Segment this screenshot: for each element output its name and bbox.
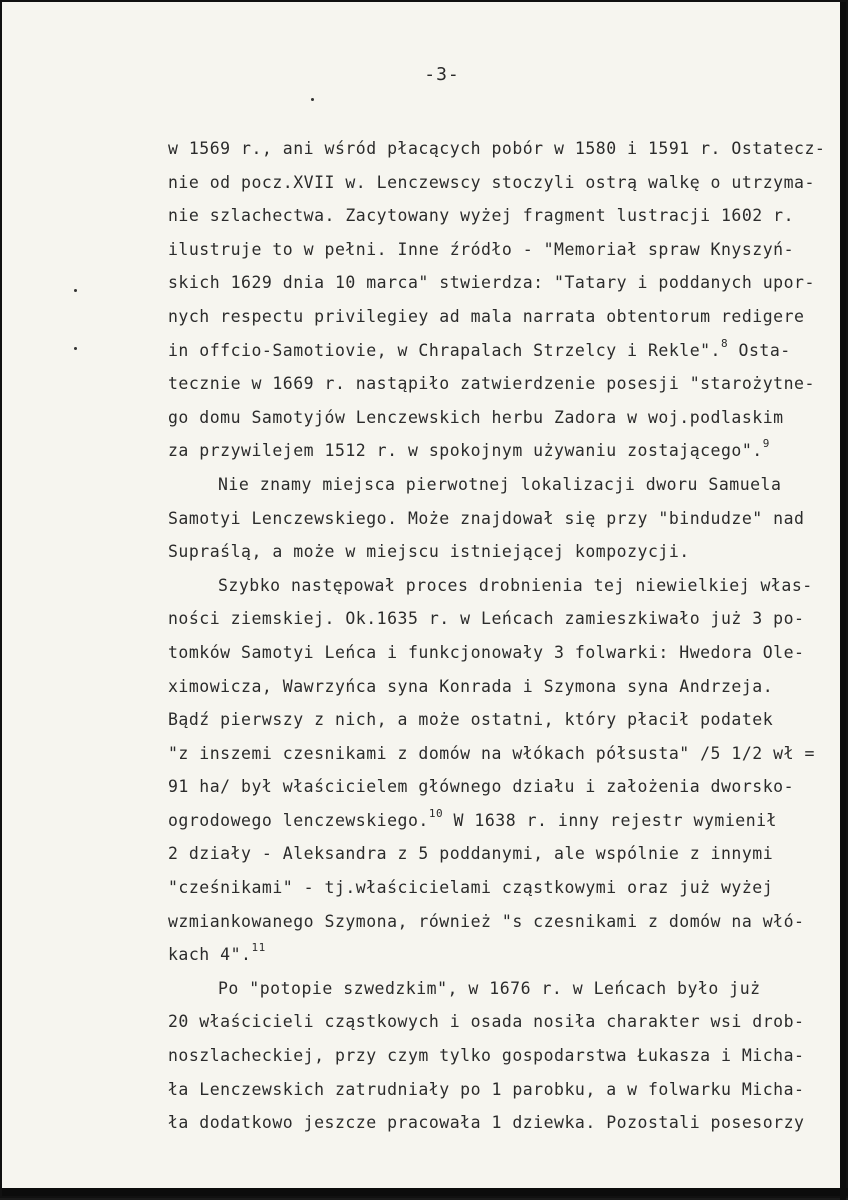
text-line	[168, 602, 818, 636]
text-line	[168, 535, 818, 569]
text-line	[168, 166, 818, 200]
text-line	[168, 670, 818, 704]
text-line	[168, 132, 826, 166]
line-text: in offcio-Samotiovie, w Chrapalach Strzelcy i Rekle".	[168, 340, 721, 360]
text-line	[168, 871, 818, 905]
text-line	[168, 300, 818, 334]
line-text: tomków Samotyi Leńca i funkcjonowały 3 folwarki: Hwedora Ole-	[168, 642, 805, 662]
footnote-ref: 9	[762, 437, 770, 451]
line-text-continued: W 1638 r. inny rejestr wymienił	[443, 810, 777, 830]
line-text: ogrodowego lenczewskiego.	[168, 810, 429, 830]
line-text: Bądź pierwszy z nich, a może ostatni, który płacił podatek	[168, 710, 774, 730]
text-line	[168, 972, 818, 1006]
text-line	[168, 233, 818, 267]
line-text: nie od pocz.XVII w. Lenczewscy stoczyli ostrą walkę o utrzyma-	[168, 172, 815, 192]
scan-edge-bottom	[2, 1188, 848, 1196]
line-text-continued: Osta-	[728, 340, 791, 360]
line-text: wzmiankowanego Szymona, również "s czesnikami z domów na włó-	[168, 911, 805, 931]
text-line	[168, 434, 818, 468]
line-text: ła dodatkowo jeszcze pracowała 1 dziewka. Pozostali posesorzy	[168, 1113, 805, 1133]
footnote-ref: 8	[721, 336, 729, 350]
text-line	[168, 770, 818, 804]
text-line	[168, 1073, 818, 1107]
line-text: Szybko następował proces drobnienia tej niewielkiej włas-	[218, 575, 813, 595]
text-line	[168, 1039, 818, 1073]
ink-speck	[74, 347, 77, 350]
line-text: noszlacheckiej, przy czym tylko gospodarstwa Łukasza i Micha-	[168, 1046, 805, 1066]
line-text: Supraślą, a może w miejscu istniejącej kompozycji.	[168, 542, 690, 562]
text-line	[168, 199, 818, 233]
scan-edge-right	[840, 2, 846, 1200]
text-line	[168, 636, 818, 670]
line-text: "z inszemi czesnikami z domów na włókach półsusta" /5 1/2 wł =	[168, 743, 815, 763]
ink-speck	[74, 289, 77, 292]
footnote-ref: 10	[428, 806, 444, 820]
text-line	[168, 804, 818, 838]
text-line	[168, 1005, 818, 1039]
line-text: go domu Samotyjów Lenczewskich herbu Zadora w woj.podlaskim	[168, 407, 784, 427]
body-text	[168, 132, 826, 1140]
line-text: nych respectu privilegiey ad mala narrata obtentorum redigere	[168, 306, 805, 326]
text-line	[168, 334, 818, 368]
text-line	[168, 737, 818, 771]
text-line	[168, 401, 818, 435]
line-text: 20 właścicieli cząstkowych i osada nosiła charakter wsi drob-	[168, 1012, 805, 1032]
line-text: ximowicza, Wawrzyńca syna Konrada i Szymona syna Andrzeja.	[168, 676, 774, 696]
line-text: ła Lenczewskich zatrudniały po 1 parobku, a w folwarku Micha-	[168, 1079, 805, 1099]
text-line	[168, 905, 818, 939]
text-line	[168, 837, 818, 871]
text-line	[168, 468, 818, 502]
line-text: za przywilejem 1512 r. w spokojnym używaniu zostającego".	[168, 441, 763, 461]
footnote-ref: 11	[251, 941, 266, 955]
text-line	[168, 938, 818, 972]
page-number: -3-	[424, 64, 460, 85]
line-text: kach 4".	[168, 945, 252, 965]
line-text: Nie znamy miejsca pierwotnej lokalizacji dworu Samuela	[218, 474, 782, 494]
line-text: ilustruje to w pełni. Inne źródło - "Memoriał spraw Knyszyń-	[168, 239, 795, 259]
text-line	[168, 266, 818, 300]
text-line	[168, 502, 818, 536]
line-text: Samotyi Lenczewskiego. Może znajdował się przy "bindudze" nad	[168, 508, 805, 528]
line-text: tecznie w 1669 r. nastąpiło zatwierdzenie posesji "starożytne-	[168, 374, 815, 394]
line-text: ności ziemskiej. Ok.1635 r. w Leńcach zamieszkiwało już 3 po-	[168, 609, 805, 629]
line-text: 2 działy - Aleksandra z 5 poddanymi, ale wspólnie z innymi	[168, 844, 774, 864]
line-text: skich 1629 dnia 10 marca" stwierdza: "Tatary i poddanych upor-	[168, 273, 815, 293]
line-text: Po "potopie szwedzkim", w 1676 r. w Leńcach było już	[218, 978, 761, 998]
line-text: nie szlachectwa. Zacytowany wyżej fragment lustracji 1602 r.	[168, 206, 795, 226]
text-line	[168, 569, 818, 603]
text-line	[168, 367, 818, 401]
ink-speck	[311, 98, 314, 101]
line-text: 91 ha/ był właścicielem głównego działu i założenia dworsko-	[168, 777, 795, 797]
line-text: w 1569 r., ani wśród płacących pobór w 1580 i 1591 r. Ostatecz-	[168, 139, 826, 158]
text-line	[168, 703, 818, 737]
line-text: "cześnikami" - tj.właścicielami cząstkowymi oraz już wyżej	[168, 878, 774, 898]
text-line	[168, 1106, 818, 1140]
